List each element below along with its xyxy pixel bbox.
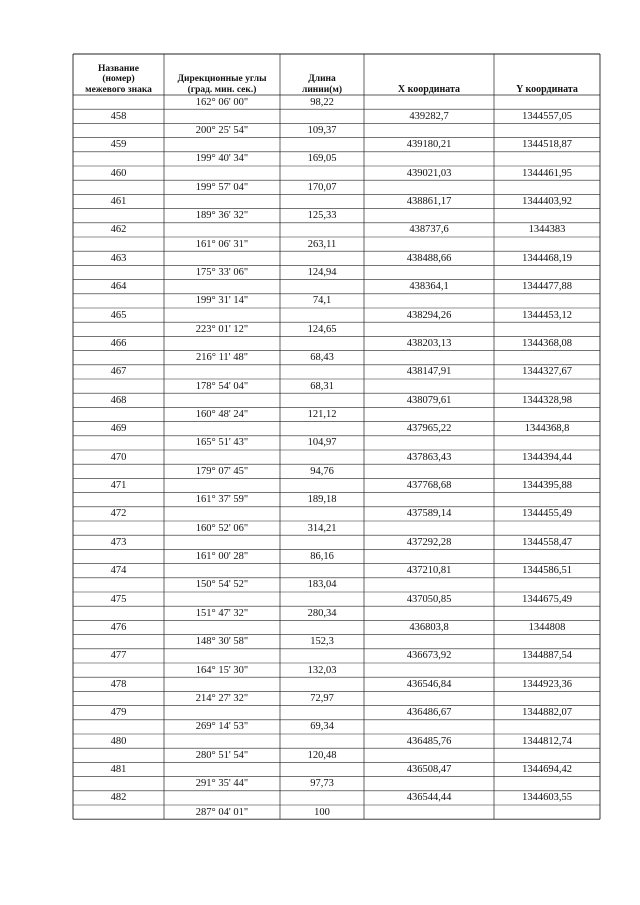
x-coordinate-cell: 436546,84 [406, 678, 452, 690]
x-coordinate-cell: 437292,28 [406, 536, 452, 548]
x-coordinate-cell: 436485,76 [406, 735, 452, 747]
x-coordinate-cell: 438147,91 [406, 366, 452, 378]
direction-angle-cell: 199° 40' 34" [195, 153, 249, 165]
line-length-cell: 68,31 [310, 380, 334, 392]
direction-angle-cell: 150° 54' 52" [195, 579, 249, 591]
line-length-cell: 314,21 [307, 522, 337, 534]
line-length-cell: 104,97 [307, 437, 337, 449]
direction-angle-cell: 161° 00' 28" [195, 550, 249, 562]
direction-angle-cell: 148° 30' 58" [195, 636, 249, 648]
header-length-column [280, 54, 364, 95]
line-length-cell: 98,22 [310, 96, 334, 108]
line-length-cell: 94,76 [310, 465, 334, 477]
x-coordinate-cell: 439021,03 [406, 167, 452, 179]
y-coordinate-cell: 1344882,07 [522, 707, 572, 719]
boundary-mark-name-cell: 471 [110, 479, 127, 491]
x-coordinate-cell: 436508,47 [406, 763, 452, 775]
line-length-cell: 100 [314, 806, 330, 818]
boundary-mark-name-cell: 466 [110, 337, 127, 349]
y-coordinate-cell: 1344461,95 [522, 167, 572, 179]
x-coordinate-cell: 436544,44 [406, 792, 452, 804]
line-length-cell: 124,94 [307, 266, 337, 278]
x-coordinate-cell: 439180,21 [406, 139, 452, 151]
boundary-mark-name-cell: 467 [110, 366, 127, 378]
line-length-cell: 280,34 [307, 607, 337, 619]
boundary-mark-name-cell: 470 [110, 451, 127, 463]
x-coordinate-cell: 436486,67 [406, 707, 452, 719]
boundary-mark-name-cell: 463 [110, 252, 127, 264]
y-coordinate-cell: 1344812,74 [522, 735, 572, 747]
boundary-mark-name-cell: 468 [110, 394, 127, 406]
header-name-line: Название [97, 63, 139, 74]
direction-angle-cell: 199° 31' 14" [195, 295, 249, 307]
x-coordinate-cell: 438737,6 [409, 224, 449, 236]
line-length-cell: 69,34 [310, 721, 334, 733]
direction-angle-cell: 161° 37' 59" [195, 494, 249, 506]
line-length-cell: 132,03 [307, 664, 337, 676]
boundary-mark-name-cell: 461 [110, 195, 127, 207]
boundary-mark-name-cell: 469 [110, 423, 127, 435]
header-angle-line: Дирекционные углы [177, 74, 267, 84]
y-coordinate-cell: 1344453,12 [522, 309, 572, 321]
header-x-label: Х координата [397, 83, 461, 95]
boundary-mark-name-cell: 475 [110, 593, 127, 605]
header-y-label: Y координата [516, 83, 578, 95]
boundary-mark-name-cell: 465 [110, 309, 127, 321]
boundary-mark-name-cell: 482 [110, 792, 127, 804]
y-coordinate-cell: 1344468,19 [522, 252, 572, 264]
line-length-cell: 121,12 [307, 408, 337, 420]
boundary-mark-name-cell: 478 [110, 678, 127, 690]
line-length-cell: 183,04 [307, 579, 337, 591]
boundary-mark-name-cell: 458 [110, 110, 127, 122]
boundary-mark-name-cell: 472 [110, 508, 127, 520]
direction-angle-cell: 160° 52' 06" [195, 522, 249, 534]
boundary-mark-name-cell: 474 [110, 565, 127, 577]
direction-angle-cell: 175° 33' 06" [195, 266, 249, 278]
y-coordinate-cell: 1344557,05 [522, 110, 572, 122]
line-length-cell: 74,1 [312, 295, 332, 307]
y-coordinate-cell: 1344477,88 [522, 281, 572, 293]
x-coordinate-cell: 438488,66 [406, 252, 452, 264]
direction-angle-cell: 223° 01' 12" [195, 323, 249, 335]
boundary-mark-name-cell: 459 [110, 139, 127, 151]
x-coordinate-cell: 437050,85 [406, 593, 452, 605]
direction-angle-cell: 214° 27' 32" [195, 692, 249, 704]
boundary-mark-name-cell: 477 [110, 650, 127, 662]
y-coordinate-cell: 1344923,36 [522, 678, 572, 690]
y-coordinate-cell: 1344403,92 [522, 195, 572, 207]
direction-angle-cell: 199° 57' 04" [195, 181, 249, 193]
x-coordinate-cell: 437768,68 [406, 479, 452, 491]
header-name-column [73, 54, 164, 95]
header-y-column [494, 54, 600, 95]
direction-angle-cell: 160° 48' 24" [195, 408, 249, 420]
header-name-line: (номер) [102, 74, 135, 84]
line-length-cell: 169,05 [307, 153, 337, 165]
line-length-cell: 120,48 [307, 749, 337, 761]
direction-angle-cell: 189° 36' 32" [195, 210, 249, 222]
y-coordinate-cell: 1344558,47 [522, 536, 572, 548]
direction-angle-cell: 216° 11' 48" [196, 352, 248, 364]
direction-angle-cell: 161° 06' 31" [195, 238, 249, 250]
direction-angle-cell: 162° 06' 00" [195, 96, 249, 108]
boundary-mark-name-cell: 476 [110, 621, 127, 633]
x-coordinate-cell: 437965,22 [406, 423, 452, 435]
y-coordinate-cell: 1344694,42 [522, 763, 572, 775]
header-name-line: межевого знака [85, 84, 152, 95]
y-coordinate-cell: 1344328,98 [522, 394, 572, 406]
direction-angle-cell: 178° 54' 04" [195, 380, 249, 392]
y-coordinate-cell: 1344518,87 [522, 139, 572, 151]
boundary-mark-name-cell: 481 [110, 763, 127, 775]
line-length-cell: 125,33 [307, 210, 337, 222]
x-coordinate-cell: 439282,7 [409, 110, 449, 122]
boundary-mark-name-cell: 460 [110, 167, 127, 179]
direction-angle-cell: 165° 51' 43" [195, 437, 249, 449]
line-length-cell: 68,43 [310, 352, 334, 364]
header-length-line: линии(м) [301, 84, 343, 95]
boundary-mark-name-cell: 480 [110, 735, 127, 747]
y-coordinate-cell: 1344887,54 [522, 650, 572, 662]
line-length-cell: 109,37 [307, 124, 337, 136]
boundary-mark-name-cell: 462 [110, 224, 127, 236]
direction-angle-cell: 179° 07' 45" [195, 465, 249, 477]
y-coordinate-cell: 1344368,8 [524, 423, 570, 435]
x-coordinate-cell: 436803,8 [409, 621, 449, 633]
direction-angle-cell: 164° 15' 30" [195, 664, 249, 676]
header-x-column [364, 54, 494, 95]
line-length-cell: 263,11 [307, 238, 337, 250]
y-coordinate-cell: 1344395,88 [522, 479, 572, 491]
header-length-line: Длина [308, 74, 336, 84]
y-coordinate-cell: 1344603,55 [522, 792, 572, 804]
line-length-cell: 86,16 [310, 550, 334, 562]
y-coordinate-cell: 1344327,67 [522, 366, 572, 378]
line-length-cell: 72,97 [310, 692, 334, 704]
y-coordinate-cell: 1344394,44 [522, 451, 572, 463]
x-coordinate-cell: 437210,81 [406, 565, 452, 577]
direction-angle-cell: 151° 47' 32" [195, 607, 249, 619]
direction-angle-cell: 200° 25' 54" [195, 124, 249, 136]
header-angle-column [164, 54, 280, 95]
boundary-mark-name-cell: 464 [110, 281, 127, 293]
x-coordinate-cell: 438364,1 [409, 281, 449, 293]
y-coordinate-cell: 1344586,51 [522, 565, 572, 577]
x-coordinate-cell: 438079,61 [406, 394, 452, 406]
line-length-cell: 152,3 [310, 636, 334, 648]
header-angle-line: (град. мин. сек.) [187, 84, 257, 95]
x-coordinate-cell: 438861,17 [406, 195, 452, 207]
line-length-cell: 189,18 [307, 494, 337, 506]
direction-angle-cell: 291° 35' 44" [195, 778, 249, 790]
y-coordinate-cell: 1344383 [528, 224, 566, 236]
boundary-mark-name-cell: 479 [110, 707, 127, 719]
boundary-mark-name-cell: 473 [110, 536, 127, 548]
x-coordinate-cell: 437863,43 [406, 451, 452, 463]
direction-angle-cell: 287° 04' 01" [195, 806, 249, 818]
x-coordinate-cell: 437589,14 [406, 508, 452, 520]
x-coordinate-cell: 438294,26 [406, 309, 452, 321]
direction-angle-cell: 269° 14' 53" [195, 721, 249, 733]
y-coordinate-cell: 1344675,49 [522, 593, 572, 605]
x-coordinate-cell: 438203,13 [406, 337, 452, 349]
y-coordinate-cell: 1344808 [528, 621, 566, 633]
line-length-cell: 124,65 [307, 323, 337, 335]
line-length-cell: 170,07 [307, 181, 337, 193]
x-coordinate-cell: 436673,92 [406, 650, 452, 662]
direction-angle-cell: 280° 51' 54" [195, 749, 249, 761]
line-length-cell: 97,73 [310, 778, 334, 790]
y-coordinate-cell: 1344368,08 [522, 337, 572, 349]
y-coordinate-cell: 1344455,49 [522, 508, 572, 520]
